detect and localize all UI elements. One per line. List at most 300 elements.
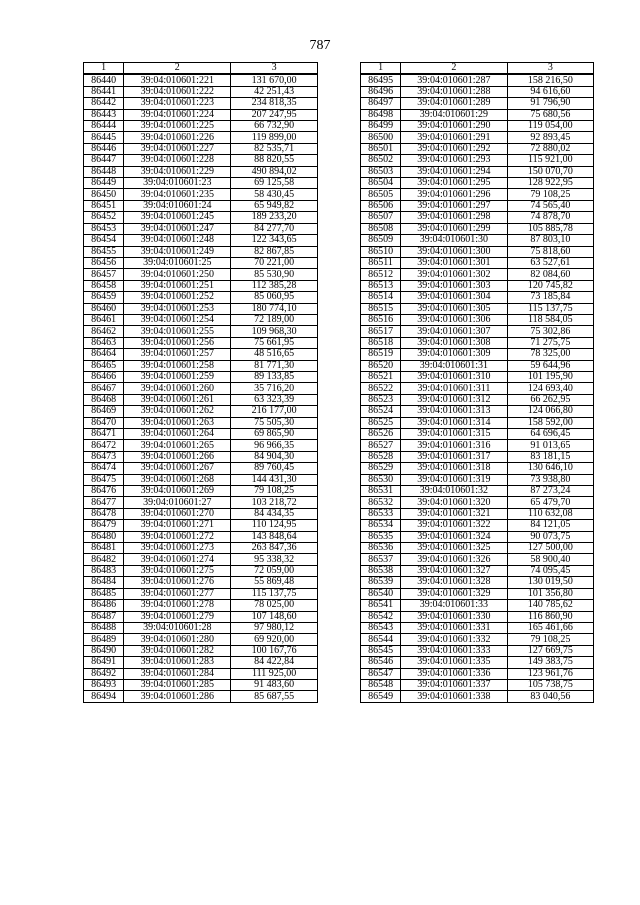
row-number-cell: 86504 (361, 178, 401, 189)
row-number-cell: 86468 (84, 394, 124, 405)
value-cell: 75 302,86 (507, 326, 593, 337)
cadastral-id-cell: 39:04:010601:330 (401, 611, 507, 622)
table-row (84, 86, 318, 97)
cadastral-id-cell: 39:04:010601:292 (401, 143, 507, 154)
row-number-cell: 86488 (84, 622, 124, 633)
value-cell: 72 059,00 (231, 565, 318, 576)
value-cell: 119 899,00 (231, 132, 318, 143)
value-cell: 79 108,25 (231, 486, 318, 497)
row-number-cell: 86474 (84, 463, 124, 474)
value-cell: 234 818,35 (231, 98, 318, 109)
row-number-cell: 86491 (84, 657, 124, 668)
table-row (84, 121, 318, 132)
row-number-cell: 86490 (84, 645, 124, 656)
row-number-cell: 86515 (361, 303, 401, 314)
table-row (84, 417, 318, 428)
row-number-cell: 86471 (84, 429, 124, 440)
row-number-cell: 86492 (84, 668, 124, 679)
table-row (84, 246, 318, 257)
cadastral-id-cell: 39:04:010601:322 (401, 520, 507, 531)
row-number-cell: 86493 (84, 679, 124, 690)
value-cell: 84 422,84 (231, 657, 318, 668)
row-number-cell: 86530 (361, 474, 401, 485)
value-cell: 81 771,30 (231, 360, 318, 371)
row-number-cell: 86502 (361, 155, 401, 166)
cadastral-id-cell: 39:04:010601:229 (124, 166, 231, 177)
value-cell: 144 431,30 (231, 474, 318, 485)
row-number-cell: 86508 (361, 223, 401, 234)
table-row (84, 679, 318, 690)
row-number-cell: 86466 (84, 371, 124, 382)
table-row (361, 166, 594, 177)
table-row (361, 497, 594, 508)
value-cell: 78 325,00 (507, 349, 593, 360)
table-row (84, 577, 318, 588)
value-cell: 42 251,43 (231, 86, 318, 97)
row-number-cell: 86458 (84, 280, 124, 291)
table-row (361, 451, 594, 462)
row-number-cell: 86450 (84, 189, 124, 200)
value-cell: 127 669,75 (507, 645, 593, 656)
value-cell: 92 893,45 (507, 132, 593, 143)
cadastral-id-cell: 39:04:010601:245 (124, 212, 231, 223)
cadastral-id-cell: 39:04:010601:30 (401, 235, 507, 246)
value-cell: 35 716,20 (231, 383, 318, 394)
value-cell: 74 878,70 (507, 212, 593, 223)
value-cell: 63 323,39 (231, 394, 318, 405)
cadastral-id-cell: 39:04:010601:283 (124, 657, 231, 668)
row-number-cell: 86445 (84, 132, 124, 143)
cadastral-id-cell: 39:04:010601:289 (401, 98, 507, 109)
value-cell: 150 070,70 (507, 166, 593, 177)
cadastral-id-cell: 39:04:010601:329 (401, 588, 507, 599)
row-number-cell: 86479 (84, 520, 124, 531)
cadastral-id-cell: 39:04:010601:247 (124, 223, 231, 234)
row-number-cell: 86443 (84, 109, 124, 120)
value-cell: 74 095,45 (507, 565, 593, 576)
cadastral-id-cell: 39:04:010601:248 (124, 235, 231, 246)
cadastral-id-cell: 39:04:010601:280 (124, 634, 231, 645)
row-number-cell: 86521 (361, 371, 401, 382)
cadastral-id-cell: 39:04:010601:262 (124, 406, 231, 417)
column-header-number: 1 (84, 63, 124, 75)
table-row (84, 360, 318, 371)
value-cell: 124 693,40 (507, 383, 593, 394)
cadastral-id-cell: 39:04:010601:256 (124, 337, 231, 348)
value-cell: 70 221,00 (231, 257, 318, 268)
value-cell: 59 644,96 (507, 360, 593, 371)
value-cell: 82 867,85 (231, 246, 318, 257)
row-number-cell: 86514 (361, 292, 401, 303)
table-row (361, 600, 594, 611)
value-cell: 58 430,45 (231, 189, 318, 200)
cadastral-id-cell: 39:04:010601:25 (124, 257, 231, 268)
value-cell: 263 847,36 (231, 543, 318, 554)
value-cell: 84 434,35 (231, 508, 318, 519)
cadastral-id-cell: 39:04:010601:261 (124, 394, 231, 405)
table-row (361, 257, 594, 268)
value-cell: 85 530,90 (231, 269, 318, 280)
row-number-cell: 86506 (361, 200, 401, 211)
cadastral-id-cell: 39:04:010601:24 (124, 200, 231, 211)
cadastral-id-cell: 39:04:010601:260 (124, 383, 231, 394)
value-cell: 158 216,50 (507, 74, 593, 86)
row-number-cell: 86441 (84, 86, 124, 97)
cadastral-id-cell: 39:04:010601:321 (401, 508, 507, 519)
cadastral-id-cell: 39:04:010601:223 (124, 98, 231, 109)
value-cell: 207 247,95 (231, 109, 318, 120)
cadastral-id-cell: 39:04:010601:307 (401, 326, 507, 337)
cadastral-id-cell: 39:04:010601:291 (401, 132, 507, 143)
cadastral-id-cell: 39:04:010601:222 (124, 86, 231, 97)
row-number-cell: 86486 (84, 600, 124, 611)
value-cell: 84 277,70 (231, 223, 318, 234)
cadastral-id-cell: 39:04:010601:290 (401, 121, 507, 132)
table-row (84, 337, 318, 348)
table-row (84, 326, 318, 337)
value-cell: 127 500,00 (507, 543, 593, 554)
value-cell: 65 949,82 (231, 200, 318, 211)
table-row (84, 565, 318, 576)
value-cell: 79 108,25 (507, 634, 593, 645)
row-number-cell: 86448 (84, 166, 124, 177)
table-row (361, 691, 594, 702)
cadastral-id-cell: 39:04:010601:257 (124, 349, 231, 360)
value-cell: 116 860,90 (507, 611, 593, 622)
value-cell: 128 922,95 (507, 178, 593, 189)
value-cell: 180 774,10 (231, 303, 318, 314)
row-number-cell: 86503 (361, 166, 401, 177)
table-row (361, 668, 594, 679)
table-row (361, 440, 594, 451)
table-row (84, 508, 318, 519)
row-number-cell: 86538 (361, 565, 401, 576)
cadastral-id-cell: 39:04:010601:271 (124, 520, 231, 531)
cadastral-id-cell: 39:04:010601:277 (124, 588, 231, 599)
value-cell: 75 680,56 (507, 109, 593, 120)
value-cell: 216 177,00 (231, 406, 318, 417)
row-number-cell: 86478 (84, 508, 124, 519)
row-number-cell: 86533 (361, 508, 401, 519)
cadastral-id-cell: 39:04:010601:258 (124, 360, 231, 371)
table-row (361, 520, 594, 531)
cadastral-id-cell: 39:04:010601:288 (401, 86, 507, 97)
table-row (84, 269, 318, 280)
table-row (84, 235, 318, 246)
cadastral-id-cell: 39:04:010601:328 (401, 577, 507, 588)
table-row (84, 132, 318, 143)
cadastral-id-cell: 39:04:010601:296 (401, 189, 507, 200)
row-number-cell: 86512 (361, 269, 401, 280)
cadastral-id-cell: 39:04:010601:335 (401, 657, 507, 668)
row-number-cell: 86525 (361, 417, 401, 428)
row-number-cell: 86473 (84, 451, 124, 462)
value-cell: 48 516,65 (231, 349, 318, 360)
table-row (361, 223, 594, 234)
table-row (361, 292, 594, 303)
table-row (361, 565, 594, 576)
table-row (361, 371, 594, 382)
value-cell: 101 356,80 (507, 588, 593, 599)
table-row (361, 212, 594, 223)
row-number-cell: 86549 (361, 691, 401, 702)
row-number-cell: 86510 (361, 246, 401, 257)
cadastral-id-cell: 39:04:010601:300 (401, 246, 507, 257)
table-row (84, 440, 318, 451)
cadastral-id-cell: 39:04:010601:259 (124, 371, 231, 382)
cadastral-id-cell: 39:04:010601:225 (124, 121, 231, 132)
cadastral-id-cell: 39:04:010601:282 (124, 645, 231, 656)
table-row (361, 657, 594, 668)
table-row (84, 189, 318, 200)
row-number-cell: 86507 (361, 212, 401, 223)
cadastral-id-cell: 39:04:010601:284 (124, 668, 231, 679)
row-number-cell: 86495 (361, 74, 401, 86)
cadastral-id-cell: 39:04:010601:270 (124, 508, 231, 519)
cadastral-id-cell: 39:04:010601:315 (401, 429, 507, 440)
row-number-cell: 86539 (361, 577, 401, 588)
table-row (361, 349, 594, 360)
table-row (84, 109, 318, 120)
row-number-cell: 86529 (361, 463, 401, 474)
row-number-cell: 86496 (361, 86, 401, 97)
row-number-cell: 86498 (361, 109, 401, 120)
row-number-cell: 86545 (361, 645, 401, 656)
row-number-cell: 86524 (361, 406, 401, 417)
cadastral-id-cell: 39:04:010601:273 (124, 543, 231, 554)
registry-table-left (83, 62, 318, 703)
cadastral-id-cell: 39:04:010601:263 (124, 417, 231, 428)
row-number-cell: 86526 (361, 429, 401, 440)
table-row (361, 394, 594, 405)
column-header-number: 1 (361, 63, 401, 75)
value-cell: 490 894,02 (231, 166, 318, 177)
cadastral-id-cell: 39:04:010601:331 (401, 622, 507, 633)
cadastral-id-cell: 39:04:010601:312 (401, 394, 507, 405)
cadastral-id-cell: 39:04:010601:268 (124, 474, 231, 485)
row-number-cell: 86452 (84, 212, 124, 223)
table-row (361, 463, 594, 474)
table-row (84, 143, 318, 154)
row-number-cell: 86516 (361, 314, 401, 325)
row-number-cell: 86500 (361, 132, 401, 143)
row-number-cell: 86537 (361, 554, 401, 565)
row-number-cell: 86497 (361, 98, 401, 109)
table-row (361, 634, 594, 645)
value-cell: 79 108,25 (507, 189, 593, 200)
cadastral-id-cell: 39:04:010601:221 (124, 74, 231, 86)
row-number-cell: 86459 (84, 292, 124, 303)
table-header-row (361, 63, 594, 75)
value-cell: 112 385,28 (231, 280, 318, 291)
value-cell: 66 732,90 (231, 121, 318, 132)
cadastral-id-cell: 39:04:010601:249 (124, 246, 231, 257)
table-row (84, 314, 318, 325)
value-cell: 165 461,66 (507, 622, 593, 633)
value-cell: 91 013,65 (507, 440, 593, 451)
row-number-cell: 86535 (361, 531, 401, 542)
row-number-cell: 86527 (361, 440, 401, 451)
cadastral-id-cell: 39:04:010601:303 (401, 280, 507, 291)
cadastral-id-cell: 39:04:010601:279 (124, 611, 231, 622)
row-number-cell: 86540 (361, 588, 401, 599)
cadastral-id-cell: 39:04:010601:298 (401, 212, 507, 223)
table-row (361, 143, 594, 154)
table-row (361, 611, 594, 622)
row-number-cell: 86444 (84, 121, 124, 132)
cadastral-id-cell: 39:04:010601:299 (401, 223, 507, 234)
value-cell: 119 054,00 (507, 121, 593, 132)
row-number-cell: 86517 (361, 326, 401, 337)
page-number: 787 (309, 38, 331, 53)
cadastral-id-cell: 39:04:010601:285 (124, 679, 231, 690)
table-row (84, 383, 318, 394)
row-number-cell: 86451 (84, 200, 124, 211)
cadastral-id-cell: 39:04:010601:276 (124, 577, 231, 588)
table-row (84, 520, 318, 531)
row-number-cell: 86532 (361, 497, 401, 508)
table-row (361, 189, 594, 200)
value-cell: 75 661,95 (231, 337, 318, 348)
cadastral-id-cell: 39:04:010601:294 (401, 166, 507, 177)
value-cell: 78 025,00 (231, 600, 318, 611)
cadastral-id-cell: 39:04:010601:264 (124, 429, 231, 440)
table-row (361, 429, 594, 440)
cadastral-id-cell: 39:04:010601:31 (401, 360, 507, 371)
row-number-cell: 86453 (84, 223, 124, 234)
cadastral-id-cell: 39:04:010601:235 (124, 189, 231, 200)
value-cell: 87 273,24 (507, 486, 593, 497)
cadastral-id-cell: 39:04:010601:266 (124, 451, 231, 462)
cadastral-id-cell: 39:04:010601:228 (124, 155, 231, 166)
table-row (361, 121, 594, 132)
table-row (361, 679, 594, 690)
table-row (84, 200, 318, 211)
cadastral-id-cell: 39:04:010601:327 (401, 565, 507, 576)
row-number-cell: 86447 (84, 155, 124, 166)
value-cell: 75 818,60 (507, 246, 593, 257)
table-row (84, 155, 318, 166)
value-cell: 107 148,60 (231, 611, 318, 622)
row-number-cell: 86461 (84, 314, 124, 325)
value-cell: 118 584,05 (507, 314, 593, 325)
value-cell: 87 803,10 (507, 235, 593, 246)
cadastral-id-cell: 39:04:010601:252 (124, 292, 231, 303)
value-cell: 88 820,55 (231, 155, 318, 166)
value-cell: 91 483,60 (231, 679, 318, 690)
table-row (361, 269, 594, 280)
table-row (84, 691, 318, 702)
cadastral-id-cell: 39:04:010601:224 (124, 109, 231, 120)
row-number-cell: 86542 (361, 611, 401, 622)
value-cell: 96 966,35 (231, 440, 318, 451)
row-number-cell: 86454 (84, 235, 124, 246)
table-row (361, 486, 594, 497)
value-cell: 72 880,02 (507, 143, 593, 154)
row-number-cell: 86543 (361, 622, 401, 633)
row-number-cell: 86485 (84, 588, 124, 599)
table-row (361, 86, 594, 97)
row-number-cell: 86469 (84, 406, 124, 417)
table-row (84, 451, 318, 462)
cadastral-id-cell: 39:04:010601:301 (401, 257, 507, 268)
table-row (361, 531, 594, 542)
row-number-cell: 86487 (84, 611, 124, 622)
table-row (361, 235, 594, 246)
table-row (361, 474, 594, 485)
table-row (84, 178, 318, 189)
cadastral-id-cell: 39:04:010601:325 (401, 543, 507, 554)
row-number-cell: 86483 (84, 565, 124, 576)
cadastral-id-cell: 39:04:010601:337 (401, 679, 507, 690)
table-row (84, 394, 318, 405)
table-row (84, 98, 318, 109)
value-cell: 58 900,40 (507, 554, 593, 565)
row-number-cell: 86519 (361, 349, 401, 360)
cadastral-id-cell: 39:04:010601:254 (124, 314, 231, 325)
table-row (361, 383, 594, 394)
table-row (84, 463, 318, 474)
column-header-value: 3 (507, 63, 593, 75)
value-cell: 124 066,80 (507, 406, 593, 417)
cadastral-id-cell: 39:04:010601:227 (124, 143, 231, 154)
table-row (84, 645, 318, 656)
table-row (84, 280, 318, 291)
row-number-cell: 86541 (361, 600, 401, 611)
value-cell: 69 125,58 (231, 178, 318, 189)
row-number-cell: 86472 (84, 440, 124, 451)
value-cell: 65 479,70 (507, 497, 593, 508)
row-number-cell: 86462 (84, 326, 124, 337)
row-number-cell: 86534 (361, 520, 401, 531)
cadastral-id-cell: 39:04:010601:320 (401, 497, 507, 508)
cadastral-id-cell: 39:04:010601:278 (124, 600, 231, 611)
cadastral-id-cell: 39:04:010601:302 (401, 269, 507, 280)
cadastral-id-cell: 39:04:010601:333 (401, 645, 507, 656)
table-row (84, 292, 318, 303)
value-cell: 103 218,72 (231, 497, 318, 508)
table-row (84, 303, 318, 314)
row-number-cell: 86509 (361, 235, 401, 246)
value-cell: 115 137,75 (507, 303, 593, 314)
cadastral-id-cell: 39:04:010601:317 (401, 451, 507, 462)
column-header-cadastral-id: 2 (401, 63, 507, 75)
row-number-cell: 86463 (84, 337, 124, 348)
table-row (361, 543, 594, 554)
row-number-cell: 86547 (361, 668, 401, 679)
table-row (84, 531, 318, 542)
table-row (84, 74, 318, 86)
column-header-cadastral-id: 2 (124, 63, 231, 75)
cadastral-id-cell: 39:04:010601:286 (124, 691, 231, 702)
row-number-cell: 86531 (361, 486, 401, 497)
cadastral-id-cell: 39:04:010601:316 (401, 440, 507, 451)
table-row (84, 588, 318, 599)
table-row (84, 600, 318, 611)
row-number-cell: 86528 (361, 451, 401, 462)
table-row (361, 645, 594, 656)
row-number-cell: 86455 (84, 246, 124, 257)
cadastral-id-cell: 39:04:010601:306 (401, 314, 507, 325)
row-number-cell: 86456 (84, 257, 124, 268)
cadastral-id-cell: 39:04:010601:310 (401, 371, 507, 382)
table-row (84, 554, 318, 565)
cadastral-id-cell: 39:04:010601:332 (401, 634, 507, 645)
value-cell: 73 185,84 (507, 292, 593, 303)
cadastral-id-cell: 39:04:010601:309 (401, 349, 507, 360)
table-row (84, 166, 318, 177)
cadastral-id-cell: 39:04:010601:318 (401, 463, 507, 474)
